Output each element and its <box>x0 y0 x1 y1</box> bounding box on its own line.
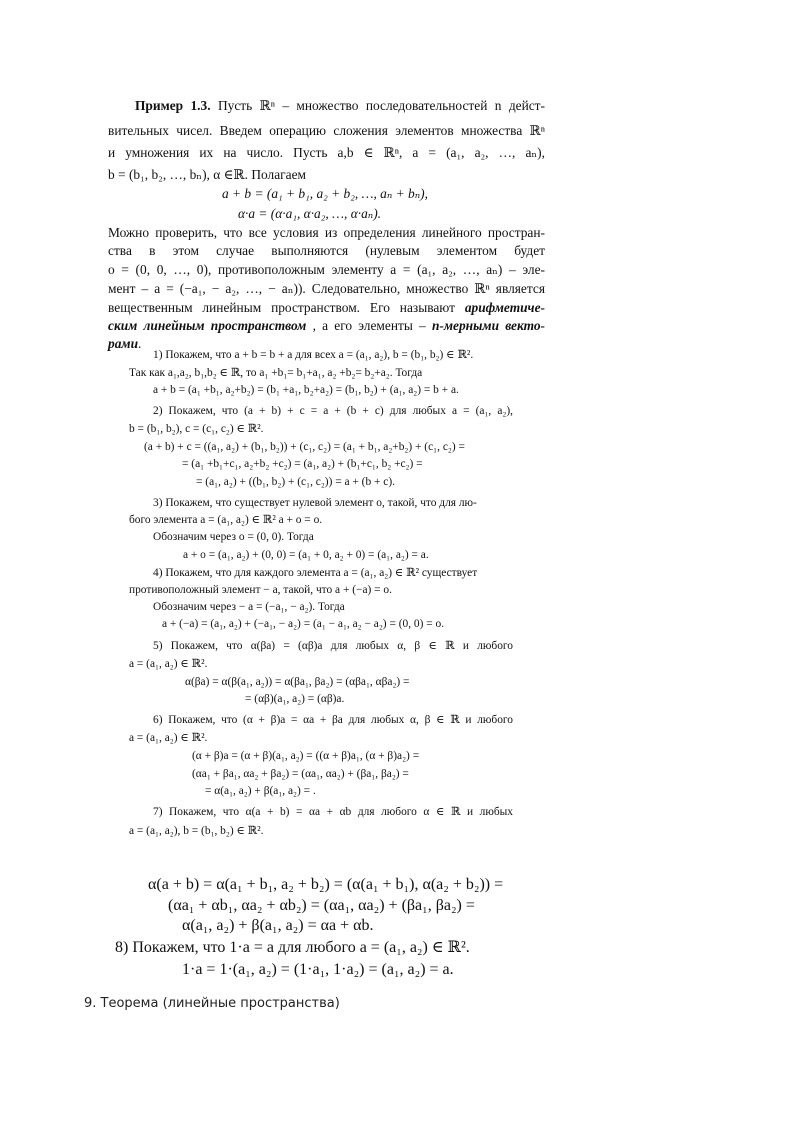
text-line: 5) Покажем, что α(βa) = (αβ)a для любых α, β ∈ ℝ и любого <box>153 640 513 652</box>
formula-line: a + o = (a₁, a₂) + (0, 0) = (a₁ + 0, a₂ + 0) = (a₁, a₂) = a. <box>183 549 429 561</box>
text-line: противоположный элемент − a, такой, что a + (−a) = o. <box>129 584 392 596</box>
text-line: ства в этом случае выполняются (нулевым элементом будет <box>108 243 545 258</box>
emphasis-term: n-мерными векто- <box>431 318 545 333</box>
text-fragment: Пусть ℝⁿ – множество последовательностей n дейст- <box>217 98 545 113</box>
emphasis-term: ским линейным пространством <box>108 318 307 333</box>
text-line: Обозначим через o = (0, 0). Тогда <box>153 531 314 543</box>
text-line: мент – a = (−a₁, − a₂, …, − aₙ)). Следовательно, множество ℝⁿ является <box>108 281 545 296</box>
formula-line: (αa₁ + αb₁, αa₂ + αb₂) = (αa₁, αa₂) + (βa₁, βa₂) = <box>168 897 475 914</box>
text-line: Можно проверить, что все условия из определения линейного простран- <box>108 225 545 240</box>
text-line: 2) Покажем, что (a + b) + c = a + (b + c) для любых a = (a₁, a₂), <box>153 405 513 417</box>
footer-caption: 9. Теорема (линейные пространства) <box>84 996 340 1011</box>
formula-line: a + b = (a₁ +b₁, a₂+b₂) = (b₁ +a₁, b₂+a₂) = (b₁, b₂) + (a₁, a₂) = b + a. <box>153 384 459 396</box>
text-line <box>108 318 545 334</box>
text-line: 6) Покажем, что (α + β)a = αa + βa для любых α, β ∈ ℝ и любого <box>153 714 513 726</box>
example-heading: Пример 1.3. <box>135 98 211 113</box>
emphasis-term: арифметиче- <box>464 300 545 315</box>
text-line <box>135 98 545 114</box>
text-line: b = (b₁, b₂), c = (c₁, c₂) ∈ ℝ². <box>129 423 264 435</box>
text-line: 1) Покажем, что a + b = b + a для всех a = (a₁, a₂), b = (b₁, b₂) ∈ ℝ². <box>153 349 474 361</box>
text-line: и умножения их на число. Пусть a,b ∈ ℝⁿ, a = (a₁, a₂, …, aₙ), <box>108 145 545 160</box>
formula-line: (α + β)a = (α + β)(a₁, a₂) = ((α + β)a₁, (α + β)a₂) = <box>192 750 420 762</box>
formula-line: 1·a = 1·(a₁, a₂) = (1·a₁, 1·a₂) = (a₁, a₂) = a. <box>182 961 454 978</box>
text-line: o = (0, 0, …, 0), противоположным элементу a = (a₁, a₂, …, aₙ) – эле- <box>108 262 545 277</box>
text-line: Так как a₁,a₂, b₁,b₂ ∈ ℝ, то a₁ +b₁= b₁+a₁, a₂ +b₂= b₂+a₂. Тогда <box>129 367 423 379</box>
formula-line: α(βa) = α(β(a₁, a₂)) = α(βa₁, βa₂) = (αβa₁, αβa₂) = <box>185 676 410 688</box>
formula-line: (a + b) + c = ((a₁, a₂) + (b₁, b₂)) + (c₁, c₂) = (a₁ + b₁, a₂+b₂) + (c₁, c₂) = <box>144 441 465 453</box>
text-fragment: , а его элементы – <box>312 318 432 333</box>
formula-line: = α(a₁, a₂) + β(a₁, a₂) = . <box>205 785 316 797</box>
text-line: a = (a₁, a₂), b = (b₁, b₂) ∈ ℝ². <box>129 825 264 837</box>
text-line: вительных чисел. Введем операцию сложения элементов множества ℝⁿ <box>108 123 545 138</box>
text-line: 3) Покажем, что существует нулевой элемент o, такой, что для лю- <box>153 497 477 509</box>
text-line: 8) Покажем, что 1·a = a для любого a = (a₁, a₂) ∈ ℝ². <box>115 939 470 956</box>
formula-line: a + b = (a₁ + b₁, a₂ + b₂, …, aₙ + bₙ), <box>222 186 428 201</box>
formula-line: = (αβ)(a₁, a₂) = (αβ)a. <box>245 693 345 705</box>
formula-line: α(a₁, a₂) + β(a₁, a₂) = αa + αb. <box>182 917 374 934</box>
text-line <box>108 336 141 352</box>
text-line: b = (b₁, b₂, …, bₙ), α ∈ℝ. Полагаем <box>108 167 307 182</box>
formula-line: α·a = (α·a₁, α·a₂, …, α·aₙ). <box>238 206 382 221</box>
emphasis-term: рами <box>108 336 139 351</box>
text-line: a = (a₁, a₂) ∈ ℝ². <box>129 658 208 670</box>
formula-line: (αa₁ + βa₁, αa₂ + βa₂) = (αa₁, αa₂) + (βa₁, βa₂) = <box>192 768 409 780</box>
text-line: бого элемента a = (a₁, a₂) ∈ ℝ² a + o = o. <box>129 514 323 526</box>
formula-line: = (a₁ +b₁+c₁, a₂+b₂ +c₂) = (a₁, a₂) + (b₁+c₁, b₂ +c₂) = <box>182 458 423 470</box>
text-line: a = (a₁, a₂) ∈ ℝ². <box>129 732 208 744</box>
text-line: 4) Покажем, что для каждого элемента a = (a₁, a₂) ∈ ℝ² существует <box>153 567 478 579</box>
text-fragment: вещественным линейным пространством. Его называют <box>108 300 465 315</box>
text-line: Обозначим через − a = (−a₁, − a₂). Тогда <box>153 601 345 613</box>
formula-line: = (a₁, a₂) + ((b₁, b₂) + (c₁, c₂)) = a + (b + c). <box>196 476 395 488</box>
text-fragment: . <box>138 336 142 351</box>
formula-line: a + (−a) = (a₁, a₂) + (−a₁, − a₂) = (a₁ − a₁, a₂ − a₂) = (0, 0) = o. <box>162 618 445 630</box>
text-line: 7) Покажем, что α(a + b) = αa + αb для любого α ∈ ℝ и любых <box>153 806 513 818</box>
formula-line: α(a + b) = α(a₁ + b₁, a₂ + b₂) = (α(a₁ + b₁), α(a₂ + b₂)) = <box>148 876 504 893</box>
text-line <box>108 300 545 316</box>
